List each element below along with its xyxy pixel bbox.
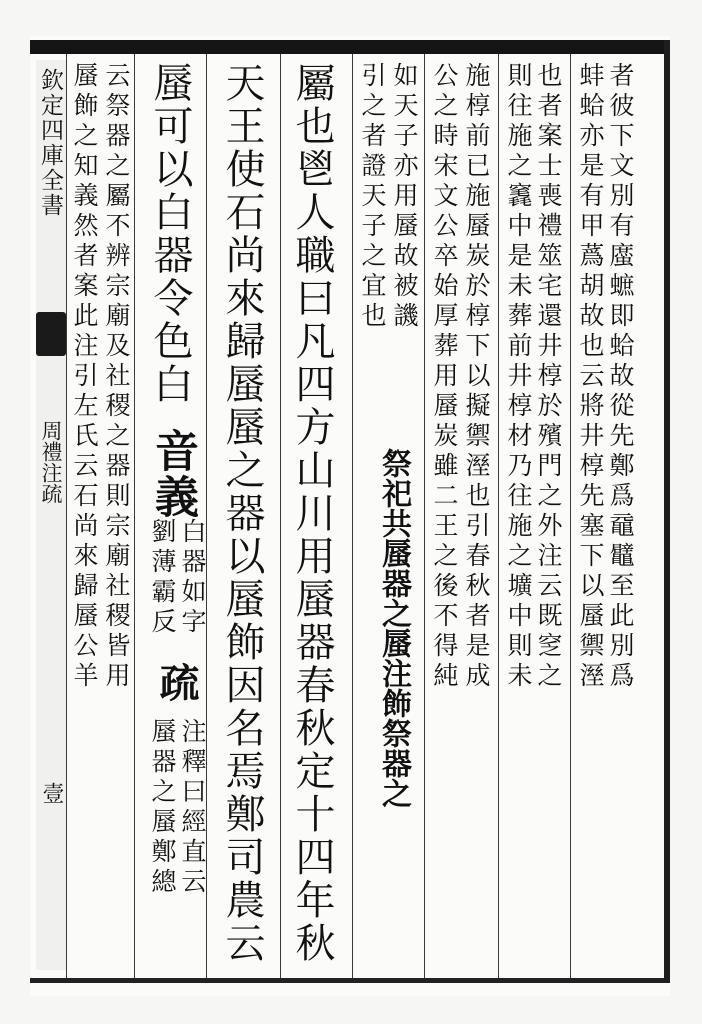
text-column-4 [506, 62, 531, 972]
text-column-9 [289, 62, 335, 972]
column-rule [66, 54, 67, 978]
text-column-11a [147, 62, 193, 422]
page-number: 壹 [39, 782, 64, 804]
commentary-text: 如天子亦用蜃故被譏 [390, 62, 419, 332]
text-column-5 [464, 62, 489, 972]
column-rule [134, 54, 135, 978]
note-text: 劉薄霸反 [148, 518, 177, 638]
commentary-text: 蚌蛤亦是有甲蔿胡故也云將井椁先塞下以蜃禦溼 [576, 62, 605, 692]
text-column-3 [536, 62, 561, 972]
note-under-sound [150, 518, 175, 648]
text-column-1 [608, 62, 633, 972]
column-rule [570, 54, 571, 978]
text-column-2 [578, 62, 603, 972]
column-rule [352, 54, 353, 978]
commentary-text: 施椁前已施蜃炭於椁下以擬禦溼也引春秋者是成 [462, 62, 491, 692]
sound-gloss-text: 音義 [147, 428, 198, 520]
commentary-text: 云祭器之屬不辨宗廟及社稷之器則宗廟社稷皆用 [102, 62, 131, 692]
shu-label [153, 662, 200, 714]
text-column-12 [104, 62, 129, 972]
book-title: 欽定四庫全書 [37, 68, 63, 218]
main-text: 屬也鬯人職曰凡四方山川用蜃器春秋定十四年秋 [289, 62, 335, 965]
fish-tail-mark [36, 312, 66, 356]
commentary-text: 也者案士喪禮筮宅還井椁於殯門之外注云既窆之 [534, 62, 563, 692]
classic-heading [376, 448, 411, 968]
main-text: 天王使石尚來歸蜃蜃之器以蜃飾因名焉鄭司農云 [219, 62, 265, 965]
main-text: 蜃可以白器令色白 [147, 62, 193, 406]
note-3 [150, 718, 175, 958]
section-title: 周禮注疏 [39, 420, 63, 504]
text-column-10 [219, 62, 265, 972]
shu-label-text: 疏 [153, 662, 200, 704]
note-1 [180, 518, 205, 648]
note-text: 注釋曰經直云 [178, 718, 207, 898]
text-column-13 [72, 62, 97, 972]
column-rule [498, 54, 499, 978]
bottom-border [30, 978, 670, 983]
note-text: 白器如字 [178, 518, 207, 638]
column-rule [280, 54, 281, 978]
top-border [30, 40, 670, 54]
commentary-text: 則往施之竁中是未葬前井椁材乃往施之壙中則未 [504, 62, 533, 692]
note-2 [180, 718, 205, 958]
note-text: 蜃器之蜃鄭總 [148, 718, 177, 898]
commentary-text: 引之者證天子之宜也 [358, 62, 387, 332]
commentary-text: 蜃飾之知義然者案此注引左氏云石尚來歸蜃公羊 [70, 62, 99, 692]
heading-text: 祭祀共蜃器之蜃注飾祭器之 [376, 448, 411, 808]
text-column-6 [432, 62, 457, 972]
commentary-text: 公之時宋文公卒始厚葬用蜃炭雖二王之後不得純 [430, 62, 459, 692]
page-margin [36, 60, 67, 970]
sound-gloss [147, 428, 198, 520]
right-border [664, 40, 670, 982]
text-column-8a [360, 62, 385, 422]
column-rule [424, 54, 425, 978]
commentary-text: 者彼下文別有䗪蟅即蛤故從先鄭爲黿鼊至此別爲 [606, 62, 635, 692]
